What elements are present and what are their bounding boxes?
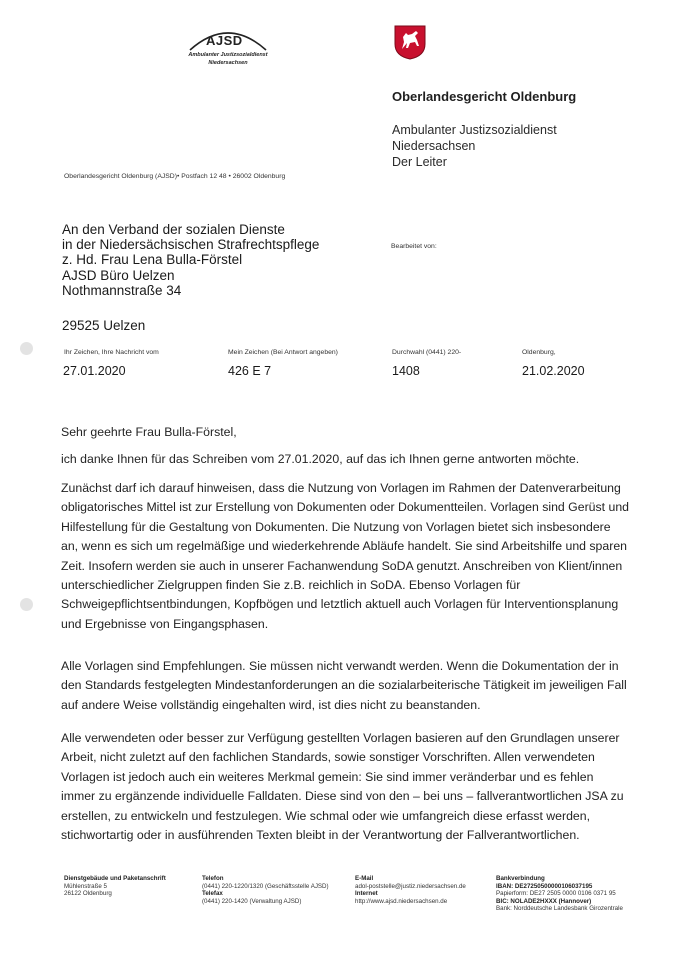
recipient-address [62,222,319,298]
logo-name: AJSD [206,33,243,48]
logo-subtitle-1: Ambulanter Justizsozialdienst [188,52,268,58]
punch-hole-icon [20,342,33,355]
recipient-line-3: z. Hd. Frau Lena Bulla-Förstel [62,252,243,268]
department-line-1: Ambulanter Justizsozialdienst [392,123,557,137]
department-line-2: Niedersachsen [392,139,476,153]
paragraph-3-text: Alle Vorlagen sind Empfehlungen. Sie müssen nicht verwandt werden. Wenn die Dokumentation der in den Standards festgelegten Mindestanforderungen an die sozialarbeiterische Tätigkeit im jeweiligen Fall auf andere Weise vollständig eingehalten wird, ist dies nicht zu beanstanden. [61,659,627,712]
footer-contact [355,875,466,905]
footer-iban: IBAN: DE27250500000106037195 [496,882,593,890]
footer-fax-value: (0441) 220-1420 (Verwaltung AJSD) [202,897,302,905]
footer-internet-value[interactable]: http://www.ajsd.niedersachsen.de [355,897,448,905]
footer-building-street: Mühlenstraße 5 [64,882,107,890]
footer-bic: BIC: NOLADE2HXXX (Hannover) [496,897,592,905]
ref-value-date: 21.02.2020 [522,364,585,378]
sender-return-line: Oberlandesgericht Oldenburg (AJSD)• Postfach 12 48 • 26002 Oldenburg [64,173,286,180]
paragraph-1-text: ich danke Ihnen für das Schreiben vom 27.01.2020, auf das ich Ihnen gerne antworten möchte. [61,452,580,466]
paragraph-4 [61,729,631,845]
footer-fax-label: Telefax [202,890,223,898]
ref-label-place: Oldenburg, [522,349,556,356]
footer-email-label: E-Mail [355,875,374,882]
footer-building-city: 26122 Oldenburg [64,890,112,898]
ref-value-extension: 1408 [392,364,420,378]
paragraph-4-text: Alle verwendeten oder besser zur Verfügung gestellten Vorlagen basieren auf den Grundlagen unserer Arbeit, nicht zuletzt auf den fachlichen Standards, sowie sonstiger Vorschriften. Allen verwendeten Vorlagen ist jedoch auch ein weiteres Merkmal gemein: Sie sind immer veränderbar und es fehlen immer zu ergänzende individuelle Falldaten. Diese sind von den – bei uns – fallverantwortlichen JSA zu erstellen, zu entwickeln und festzulegen. Wie schmal oder wie umfangreich diese erfasst werden, stichwortartig oder in ausführenden Texten bleibt in der Verantwortung der Fallverantwortlichen. [61,731,624,843]
department-block [392,122,557,170]
ref-label-my-sign: Mein Zeichen (Bei Antwort angeben) [228,349,338,356]
footer-phone-label: Telefon [202,875,224,882]
footer-internet-label: Internet [355,890,378,898]
paragraph-3 [61,657,631,715]
footer-email-value[interactable]: adol-poststelle@justiz.niedersachsen.de [355,882,466,890]
footer-phone [202,875,329,905]
recipient-line-2: in der Niedersächsischen Strafrechtspflege [62,237,320,253]
paragraph-2 [61,479,631,634]
court-name: Oberlandesgericht Oldenburg [392,89,577,104]
footer-phone-value: (0441) 220-1220/1320 (Geschäftsstelle AJSD) [202,882,329,890]
department-line-3: Der Leiter [392,155,447,169]
footer-papierform: Papierform: DE27 2505 0000 0106 0371 95 [496,890,616,898]
recipient-city: 29525 Uelzen [62,318,146,333]
recipient-line-4: AJSD Büro Uelzen [62,267,175,283]
ajsd-logo [180,22,276,72]
punch-hole-icon [20,598,33,611]
logo-subtitle-2: Niedersachsen [208,60,248,66]
bearbeitet-von-label: Bearbeitet von: [391,243,437,250]
footer-bank [496,875,623,913]
salutation [61,423,631,442]
footer-building-label: Dienstgebäude und Paketanschrift [64,875,166,882]
recipient-line-1: An den Verband der sozialen Dienste [62,222,285,237]
paragraph-2-text: Zunächst darf ich darauf hinweisen, dass die Nutzung von Vorlagen im Rahmen der Datenverarbeitung obligatorisches Mittel ist zur Erstellung von Dokumenten oder Dokumentteilen. Vorlagen sind Gerüst und Hilfestellung für die Gestaltung von Dokumenten. Die Nutzung von Vorlagen bietet sich insbesondere an, wenn es sich um regelmäßige und wiederkehrende Abläufe handelt. Sie sind Arbeitshilfe und sparen Zeit. Insofern werden sie auch in unserer Fachanwendung SoDA genutzt. Anschreiben von Klient/innen unterschiedlicher Zielgruppen finden Sie z.B. reichlich in SoDA. Ebenso Vorlagen für Schweigepflichtsentbindungen, Kopfbögen und letztlich aktuell auch Vorlagen für Interventionsplanung und Ergebnisse von Eingangsphasen. [61,481,630,631]
ref-value-your-sign: 27.01.2020 [63,364,126,378]
ref-value-my-sign: 426 E 7 [228,364,272,378]
paragraph-1 [61,450,631,469]
ref-label-extension: Durchwahl (0441) 220- [392,349,462,356]
salutation-text: Sehr geehrte Frau Bulla-Förstel, [61,425,237,439]
footer-bank-label: Bankverbindung [496,875,545,882]
footer-building [64,875,166,898]
niedersachsen-crest-icon [393,24,427,60]
ref-label-your-sign: Ihr Zeichen, Ihre Nachricht vom [64,349,159,356]
recipient-line-5: Nothmannstraße 34 [62,282,182,298]
footer-bank-name: Bank: Norddeutsche Landesbank Girozentrale [496,905,623,913]
